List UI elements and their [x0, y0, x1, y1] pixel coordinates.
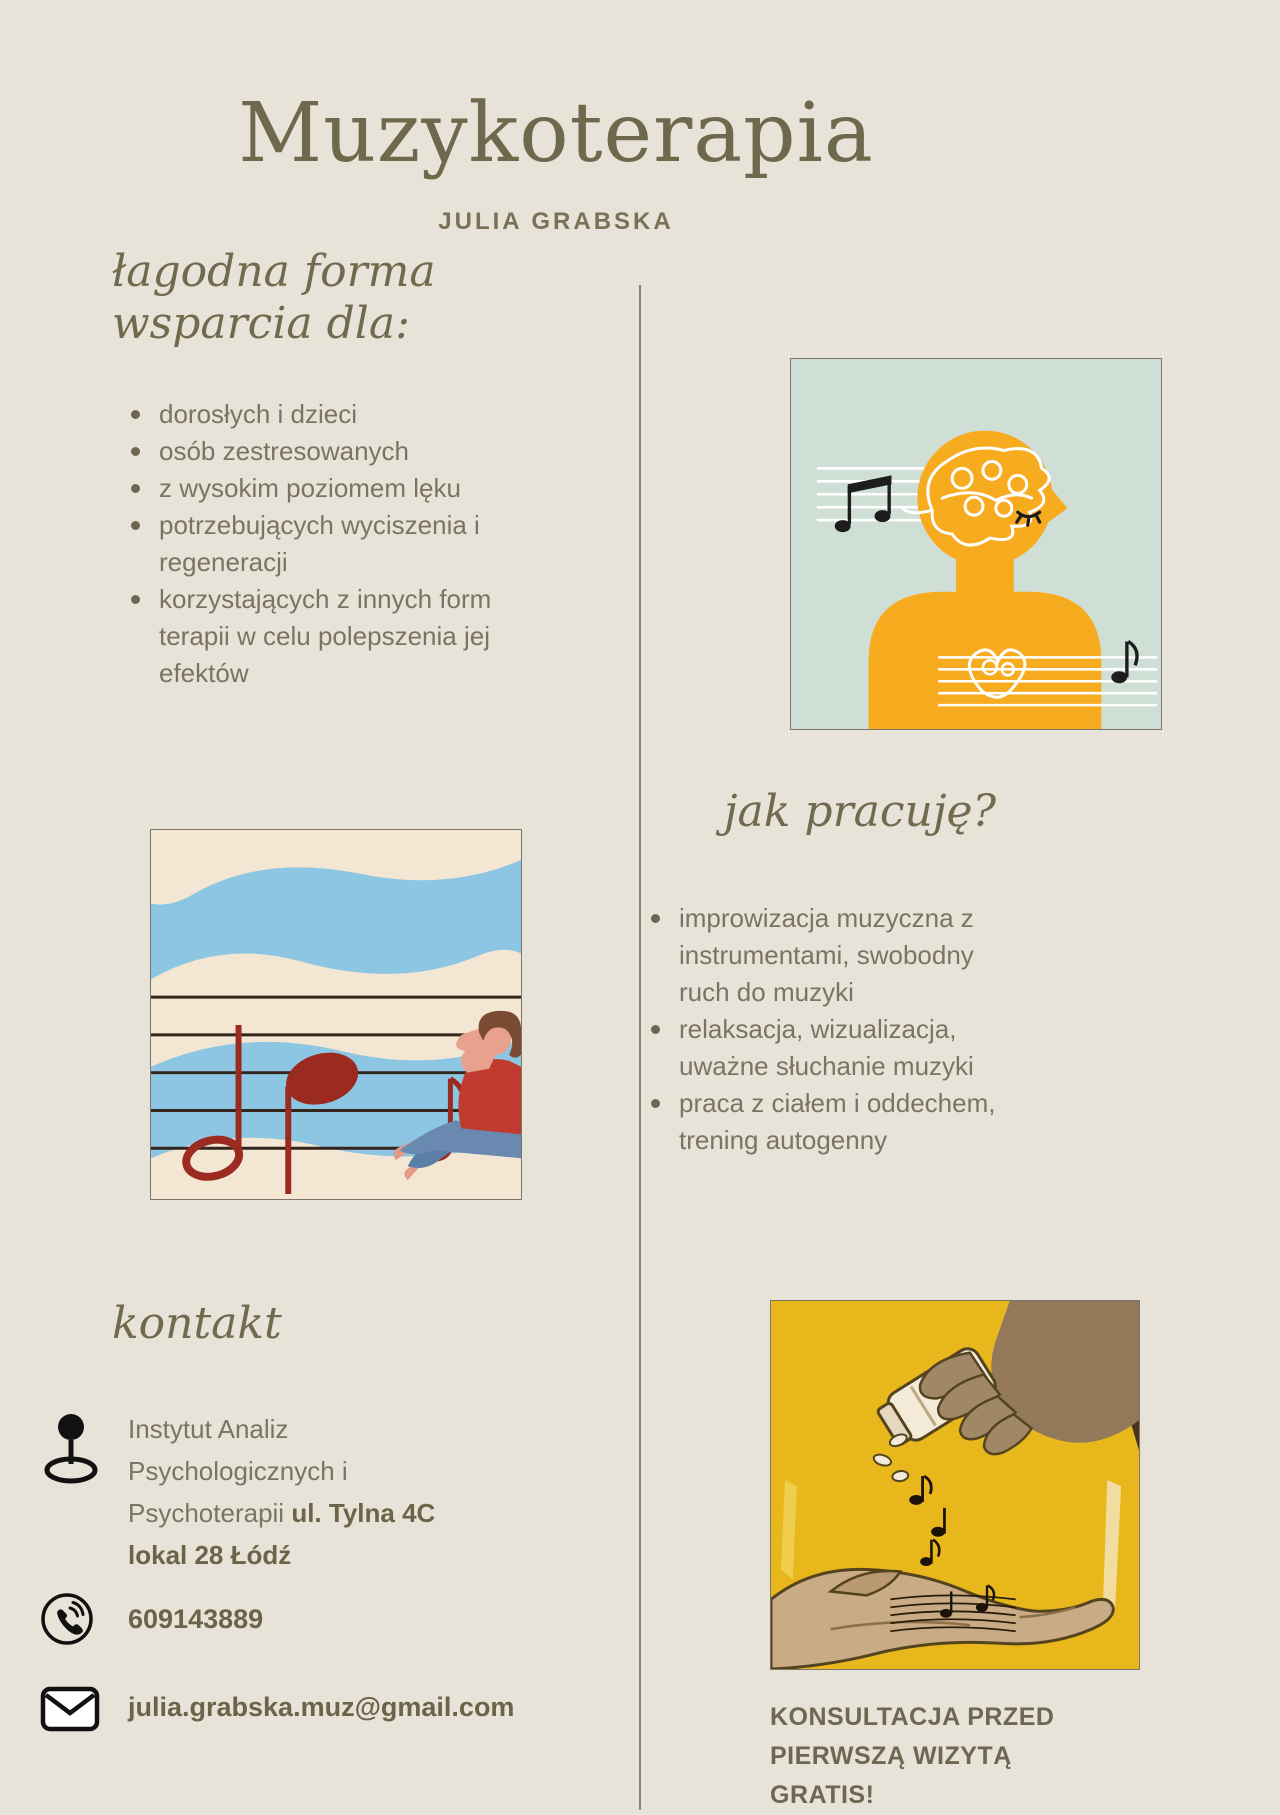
right-section-heading: jak pracuję?: [723, 786, 997, 837]
page-title: Muzykoterapia: [238, 86, 874, 181]
author-name: JULIA GRABSKA: [438, 208, 674, 235]
list-item: improwizacja muzyczna z instrumentami, swobodny ruch do muzyki: [645, 900, 1017, 1011]
methods-list: [645, 900, 1017, 1159]
address-institute: Instytut Analiz Psychologicznych i Psychoterapii: [128, 1414, 348, 1528]
list-item: relaksacja, wizualizacja, uważne słuchanie muzyki: [645, 1011, 1017, 1085]
phone-number[interactable]: 609143889: [128, 1604, 264, 1634]
column-divider: [639, 285, 641, 1810]
support-for-list: [125, 396, 505, 692]
free-consultation-note: KONSULTACJA PRZED PIERWSZĄ WIZYTĄ GRATIS!: [770, 1703, 1055, 1809]
address-street: ul. Tylna 4C lokal 28 Łódź: [128, 1498, 436, 1570]
address-text: [128, 1408, 496, 1576]
list-item: dorosłych i dzieci: [125, 396, 505, 433]
location-pin-icon: [42, 1412, 100, 1484]
envelope-icon: [40, 1686, 100, 1732]
phone-icon: [40, 1592, 94, 1646]
brain-music-illustration: [790, 358, 1162, 730]
list-item: z wysokim poziomem lęku: [125, 470, 505, 507]
list-item: osób zestresowanych: [125, 433, 505, 470]
email-address[interactable]: julia.grabska.muz@gmail.com: [128, 1692, 515, 1722]
left-section-heading: łagodna forma wsparcia dla:: [112, 246, 436, 349]
list-item: korzystających z innych form terapii w celu polepszenia jej efektów: [125, 581, 505, 692]
list-item: potrzebujących wyciszenia i regeneracji: [125, 507, 505, 581]
sky-staff-illustration: [150, 829, 522, 1200]
contact-heading: kontakt: [112, 1298, 282, 1349]
hands-pills-notes-illustration: [770, 1300, 1140, 1670]
list-item: praca z ciałem i oddechem, trening autogenny: [645, 1085, 1017, 1159]
